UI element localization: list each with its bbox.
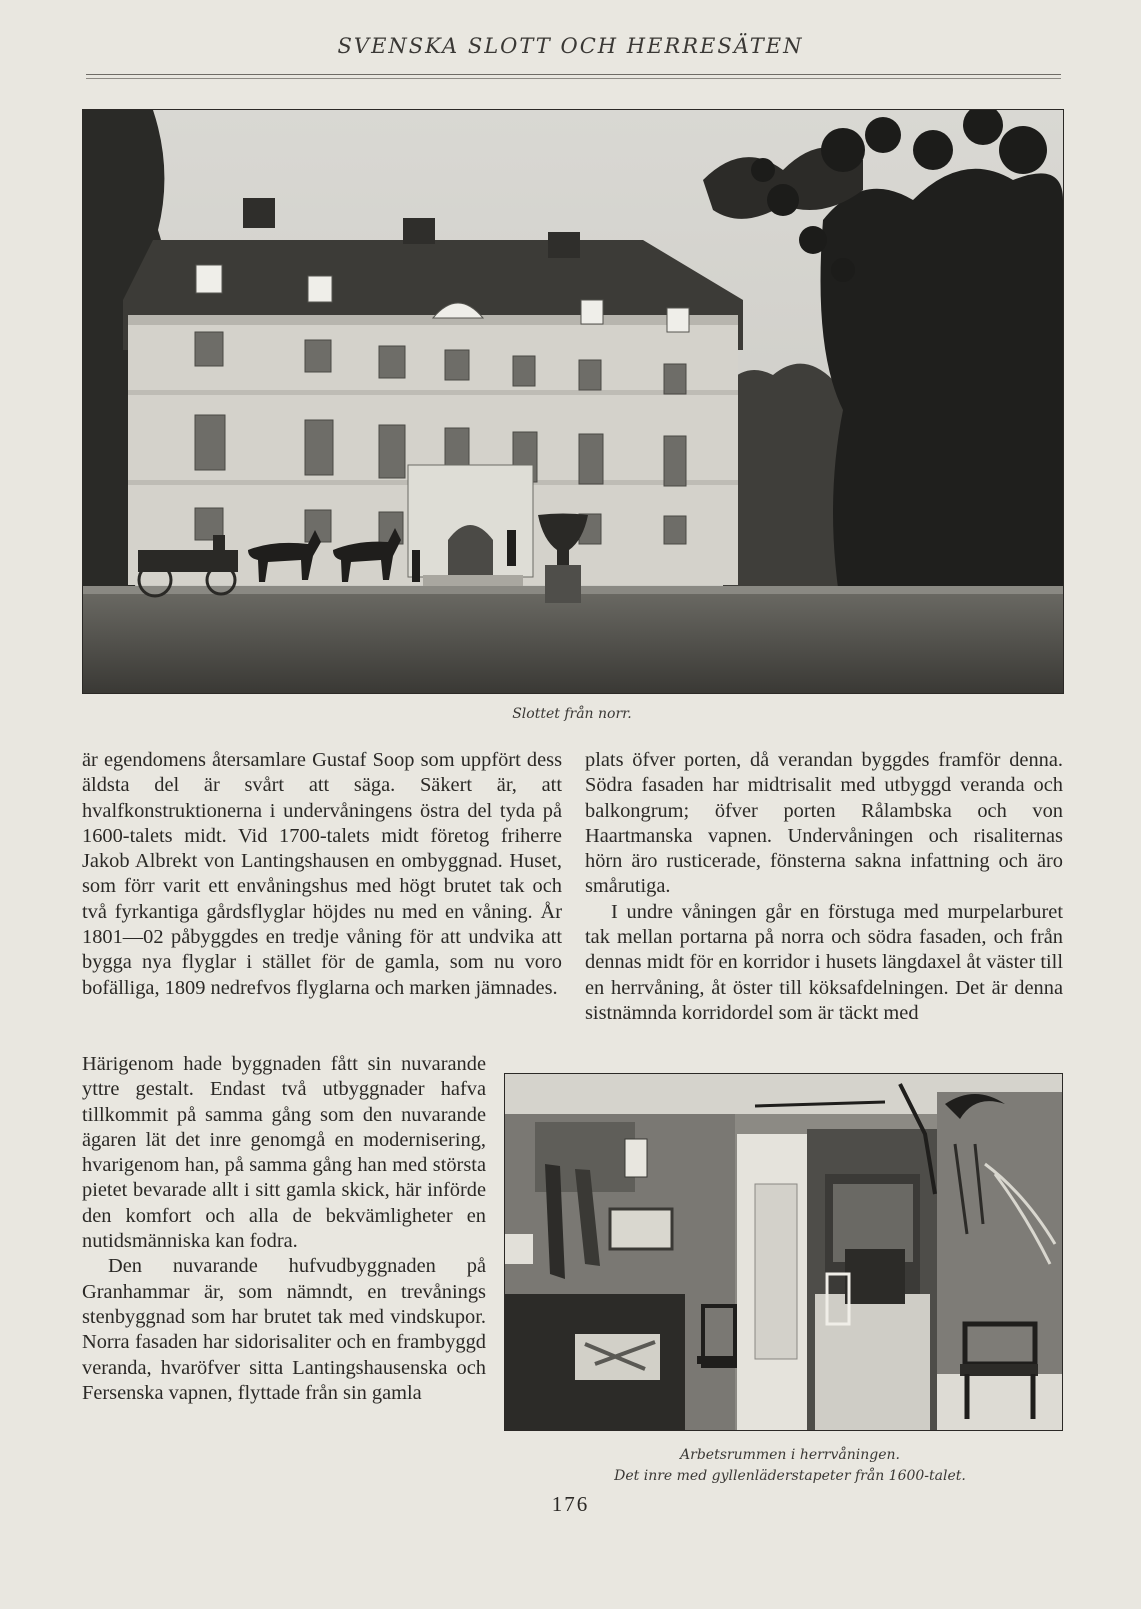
paragraph-right-1: plats öfver porten, då verandan byggdes framför denna. Södra fasaden har midtrisalit med utbyggd veranda och balkongrum; öfver porten Rålambska och von Haartmanska vapnen. Undervåningen och risaliternas hörn äro rusticerade, fönsterna sakna infattning och äro smårutiga. [585, 749, 1063, 898]
paragraph-narrow-1: Härigenom hade byggnaden fått sin nuvarande yttre gestalt. Endast två utbyggnader hafva tillkommit på samma gång som den nuvarande ägaren lät det inre genomgå en modernisering, hvarigenom han, på samma gång han med största pietet bevarade allt i sitt gamla skick, här införde den komfort och alla de bekvämligheter en nutidsmänniska kan fodra. [82, 1053, 486, 1253]
interior-photo-study [504, 1073, 1063, 1431]
figure-caption-north: Slottet från norr. [512, 706, 632, 722]
running-title: SVENSKA SLOTT OCH HERRESÄTEN [337, 34, 804, 58]
figure-caption-study [560, 1445, 1020, 1487]
manor-photo-north [82, 109, 1064, 694]
caption-line-2: Det inre med gyllenläderstapeter från 1600-talet. [614, 1468, 966, 1484]
paragraph-right-2: I undre våningen går en förstuga med murpelarburet tak mellan portarna på norra och södra fasaden, och från dennas midt för en korridor i husets längdaxel åt väster till en herrvåning, åt öster till köksafdelningen. Det är denna sistnämnda korridordel som är täckt med [585, 900, 1063, 1024]
text-column-right [585, 748, 1063, 1026]
page-number: 176 [551, 1492, 590, 1516]
header-rule-thin [86, 78, 1061, 79]
paragraph-left: är egendomens återsamlare Gustaf Soop som uppfört dess äldsta del är svårt att säga. Säkert är, att hvalfkonstruktionerna i undervåningens östra del tyda på 1600-talets midt. Vid 1700-talets midt företog friherre Jakob Albrekt von Lantingshausen en ombyggnad. Huset, som förr varit ett envåningshus med högt brutet tak och två fyrkantiga gårdsflyglar höjdes nu med en våning. År 1801—02 påbyggdes en tredje våning för att undvika att bygga nya flyglar i stället för de gamla, som nu voro bofälliga, 1809 nedrefvos flyglarna och marken jämnades. [82, 749, 562, 999]
paragraph-narrow-2: Den nuvarande hufvudbyggnaden på Granhammar är, som nämndt, en trevånings stenbyggnad som har brutet tak med vindskupor. Norra fasaden har sidorisaliter och en frambyggd veranda, hvaröfver sitta Lantingshausenska och Fersenska vapnen, flyttade från sin gamla [82, 1255, 486, 1404]
caption-line-1: Arbetsrummen i herrvåningen. [680, 1447, 900, 1463]
header-rule [86, 74, 1061, 75]
text-column-left [82, 748, 562, 1001]
text-column-left-narrow [82, 1052, 486, 1406]
